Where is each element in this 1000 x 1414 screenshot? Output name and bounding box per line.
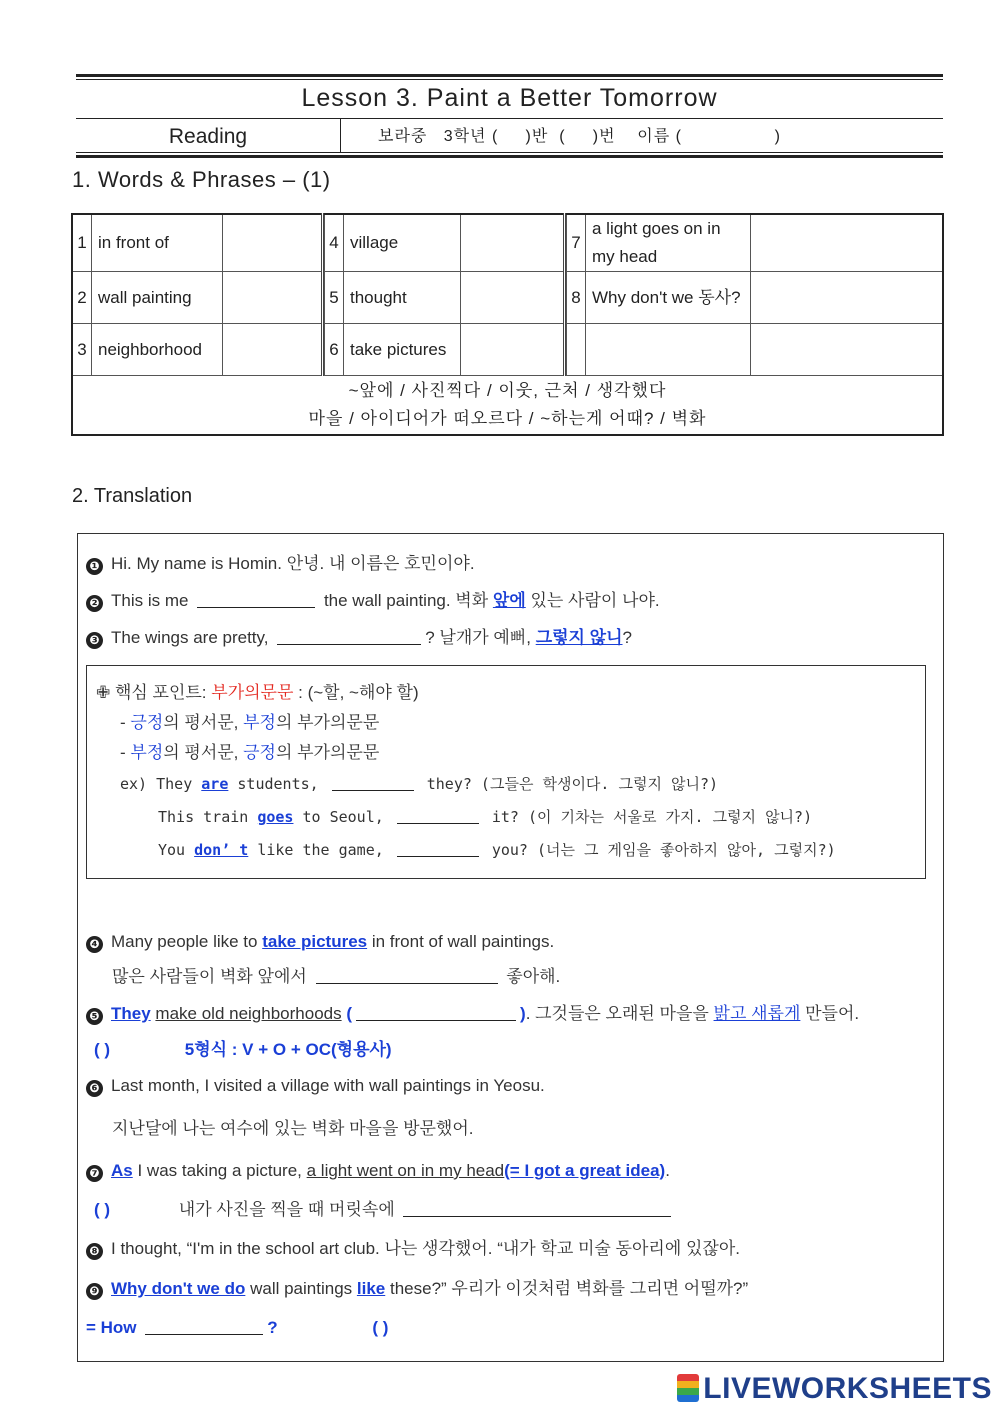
- sentence-6-translation: 지난달에 나는 여수에 있는 벽화 마을을 방문했어.: [112, 1119, 474, 1138]
- sentence-text: in front of wall paintings.: [371, 932, 555, 951]
- liveworksheets-logo: [677, 1372, 992, 1406]
- answer-blank[interactable]: [461, 214, 565, 272]
- sentence-8: [86, 1236, 740, 1262]
- word-english: take pictures: [344, 324, 461, 376]
- underlined-text: a light went on in my head: [306, 1161, 505, 1180]
- highlight-text: They: [111, 1004, 151, 1023]
- word-english: village: [344, 214, 461, 272]
- sentence-4-translation: [112, 964, 560, 990]
- question-mark: ?: [267, 1318, 278, 1337]
- bullet: -: [120, 743, 131, 762]
- answer-blank[interactable]: [751, 214, 944, 272]
- number-4-icon: ❹: [86, 936, 103, 953]
- example-text: You: [158, 841, 186, 859]
- sentence-text: This is me: [111, 591, 189, 610]
- example-text: like the game,: [257, 841, 384, 859]
- header-rule-mid: [76, 118, 943, 119]
- highlight-text: like: [356, 1279, 386, 1298]
- highlight-text: (= I got a great idea): [504, 1161, 666, 1180]
- sentence-text: The wings are pretty,: [111, 628, 269, 647]
- highlight-text: don’ t: [194, 841, 249, 859]
- paren-close: ): [520, 1004, 526, 1023]
- answer-blank[interactable]: [223, 324, 323, 376]
- word-number: 2: [72, 272, 92, 324]
- sentence-5-note: [94, 1037, 392, 1063]
- word-number: 6: [325, 324, 344, 376]
- sentence-text: . 그것들은 오래된 마을을: [525, 1004, 709, 1023]
- highlight-text: 긍정: [130, 713, 164, 732]
- key-point-desc: : (~할, ~해야 할): [298, 683, 419, 702]
- word-bank-line-2: 마을 / 아이디어가 떠오르다 / ~하는게 어때? / 벽화: [308, 409, 707, 428]
- highlight-text: 부정: [130, 743, 164, 762]
- number-3-icon: ❸: [86, 632, 103, 649]
- word-number: 3: [72, 324, 92, 376]
- sentence-7-translation: [94, 1197, 675, 1223]
- answer-blank[interactable]: [197, 589, 315, 608]
- word-number: 7: [567, 214, 586, 272]
- table-row: [72, 214, 943, 272]
- word-number: [567, 324, 586, 376]
- sentence-6: [86, 1073, 545, 1099]
- logo-text: LIVEWORKSHEETS: [703, 1372, 992, 1405]
- example-text: This train: [158, 808, 249, 826]
- word-english: in front of: [92, 214, 223, 272]
- answer-blank[interactable]: [751, 324, 944, 376]
- word-number: 8: [567, 272, 586, 324]
- sentence-text: .: [665, 1161, 670, 1180]
- header-rule-top: [76, 74, 943, 77]
- key-point-topic: 부가의문문: [211, 683, 294, 702]
- header-rule-bottom-thin: [76, 152, 943, 153]
- example-text: ex) They: [120, 775, 193, 793]
- example-text: to Seoul,: [302, 808, 384, 826]
- table-row: [72, 272, 943, 324]
- grammar-note: 5형식 : V + O + OC(형용사): [184, 1040, 392, 1059]
- answer-blank[interactable]: [751, 272, 944, 324]
- sentence-text: wall paintings: [250, 1279, 353, 1298]
- number-7-icon: ❼: [86, 1165, 103, 1182]
- answer-blank[interactable]: [223, 214, 323, 272]
- word-bank-line-1: ~앞에 / 사진찍다 / 이웃, 근처 / 생각했다: [348, 381, 667, 400]
- sentence-4: [86, 929, 554, 955]
- sentence-text: Last month, I visited a village with wall paintings in Yeosu.: [111, 1076, 545, 1095]
- words-table: [71, 213, 944, 436]
- sentence-text: I thought, “I'm in the school art club. 나는 생각했어. “내가 학교 미술 동아리에 있잖아.: [111, 1239, 740, 1258]
- key-point-label: ✙ 핵심 포인트:: [96, 683, 207, 702]
- translation-text: 많은 사람들이 벽화 앞에서: [112, 967, 307, 986]
- how-label: = How: [86, 1318, 137, 1337]
- number-1-icon: ❶: [86, 558, 103, 575]
- student-info: 보라중 3학년 ( )반 ( )번 이름 ( ): [378, 128, 781, 145]
- answer-blank[interactable]: [461, 272, 565, 324]
- sentence-text: Hi. My name is Homin. 안녕. 내 이름은 호민이야.: [111, 554, 475, 573]
- sentence-text: these?” 우리가 이것처럼 벽화를 그리면 어떨까?”: [389, 1279, 749, 1298]
- highlight-text: As: [111, 1161, 133, 1180]
- translation-text: 좋아해.: [506, 967, 561, 986]
- highlight-text: 부정: [243, 713, 276, 732]
- word-bank: [72, 376, 943, 436]
- answer-paren[interactable]: ( ): [94, 1200, 111, 1219]
- sentence-text: Many people like to: [111, 932, 258, 951]
- example-1: [120, 771, 718, 797]
- sentence-5: [86, 1001, 859, 1027]
- word-english: wall painting: [92, 272, 223, 324]
- sentence-text: ?: [622, 628, 632, 647]
- word-english: [586, 324, 751, 376]
- word-bank-row: [72, 376, 943, 436]
- bullet: -: [120, 713, 131, 732]
- word-number: 4: [325, 214, 344, 272]
- highlight-text: goes: [257, 808, 294, 826]
- example-text: students,: [237, 775, 319, 793]
- answer-blank[interactable]: [316, 965, 498, 984]
- number-8-icon: ❽: [86, 1243, 103, 1260]
- highlight-text: 그렇지 않니: [535, 628, 623, 647]
- sentence-3: [86, 625, 632, 651]
- rule-text: 의 평서문,: [163, 743, 239, 762]
- number-9-icon: ❾: [86, 1283, 103, 1300]
- lwo-badge-icon: [677, 1374, 699, 1402]
- reading-label: Reading: [168, 125, 248, 148]
- answer-paren[interactable]: ( ): [94, 1040, 111, 1059]
- example-3: [158, 837, 836, 863]
- number-5-icon: ❺: [86, 1008, 103, 1025]
- key-point-rule-1: [120, 710, 379, 736]
- answer-blank[interactable]: [461, 324, 565, 376]
- sentence-text: ? 날개가 예뻐,: [425, 628, 531, 647]
- sentence-text: I was taking a picture,: [137, 1161, 302, 1180]
- rule-text: 의 부가의문문: [275, 743, 380, 762]
- word-english: thought: [344, 272, 461, 324]
- highlight-text: take pictures: [262, 932, 368, 951]
- highlight-text: are: [201, 775, 229, 793]
- example-text: they? (그들은 학생이다. 그렇지 않니?): [426, 775, 719, 793]
- number-2-icon: ❷: [86, 595, 103, 612]
- answer-blank[interactable]: [356, 1002, 516, 1021]
- answer-blank[interactable]: [397, 805, 479, 824]
- key-point-rule-2: [120, 740, 379, 766]
- paren-open: (: [346, 1004, 353, 1023]
- highlight-text: 앞에: [492, 591, 526, 610]
- word-number: 5: [325, 272, 344, 324]
- word-english: Why don't we 동사?: [586, 272, 751, 324]
- sentence-text: the wall painting. 벽화: [323, 591, 489, 610]
- section-2-heading: 2. Translation: [72, 485, 193, 507]
- table-row: [72, 324, 943, 376]
- header-divider: [340, 118, 341, 152]
- word-english: a light goes on in my head: [586, 214, 751, 272]
- example-2: [158, 804, 812, 830]
- answer-blank[interactable]: [403, 1198, 671, 1217]
- answer-blank[interactable]: [277, 626, 421, 645]
- key-point-title: [96, 680, 419, 706]
- word-number: 1: [72, 214, 92, 272]
- rule-text: 의 평서문,: [163, 713, 239, 732]
- number-6-icon: ❻: [86, 1080, 103, 1097]
- page-title: Lesson 3. Paint a Better Tomorrow: [301, 84, 718, 112]
- highlight-text: 밝고 새롭게: [713, 1004, 801, 1023]
- sentence-9-how: [86, 1315, 388, 1341]
- header-rule-bottom: [76, 155, 943, 158]
- sentence-2: [86, 588, 660, 614]
- highlight-text: Why don't we do: [111, 1279, 246, 1298]
- example-text: it? (이 기차는 서울로 가지. 그렇지 않니?): [491, 808, 813, 826]
- word-english: neighborhood: [92, 324, 223, 376]
- rule-text: 의 부가의문문: [275, 713, 380, 732]
- underlined-text: make old neighborhoods: [155, 1004, 342, 1023]
- sentence-text: 만들어.: [805, 1004, 860, 1023]
- answer-blank[interactable]: [145, 1316, 263, 1335]
- answer-blank[interactable]: [397, 838, 479, 857]
- highlight-text: 긍정: [243, 743, 276, 762]
- translation-text: 내가 사진을 찍을 때 머릿속에: [178, 1200, 395, 1219]
- answer-paren[interactable]: ( ): [372, 1318, 389, 1337]
- answer-blank[interactable]: [223, 272, 323, 324]
- answer-blank[interactable]: [332, 772, 414, 791]
- sentence-7: [86, 1158, 670, 1184]
- sentence-9: [86, 1276, 748, 1302]
- sentence-text: 있는 사람이 나야.: [530, 591, 660, 610]
- section-1-heading: 1. Words & Phrases – (1): [72, 167, 331, 192]
- example-text: you? (너는 그 게임을 좋아하지 않아, 그렇지?): [491, 841, 836, 859]
- sentence-1: [86, 551, 475, 577]
